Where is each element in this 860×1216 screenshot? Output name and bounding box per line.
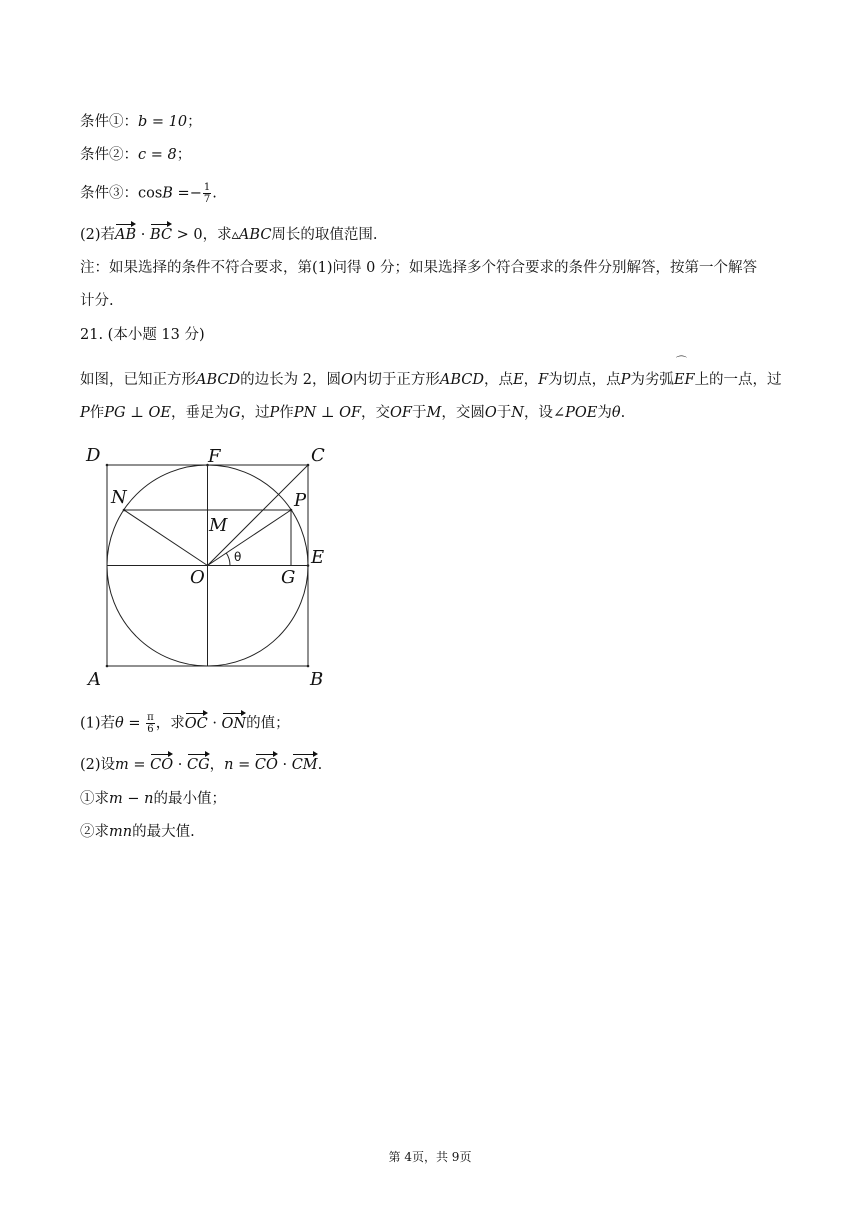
- angle-theta-arc: [226, 553, 230, 566]
- label-o: O: [190, 567, 205, 588]
- question-2: (2)设m = CO · CG，n = CO · CM.: [80, 757, 323, 773]
- label-a: A: [88, 669, 101, 690]
- condition-3: 条件③：cosB =− $\frac{1}{7}$ .: [80, 182, 217, 205]
- line-on: [124, 510, 208, 566]
- point-p: [290, 509, 293, 512]
- question-21-text-line-1: 如图，已知正方形ABCD的边长为 2，圆O内切于正方形ABCD，点E，F为切点，点P为劣弧⌒ EF上的一点，过: [80, 370, 782, 390]
- point-n: [123, 509, 126, 512]
- point-b: [307, 665, 310, 668]
- condition-2: 条件②：c = 8；: [80, 147, 192, 163]
- question-1: (1)若θ = $\frac{\pi}{6}$ ，求OC · ON的值；: [80, 712, 290, 735]
- label-e: E: [311, 547, 325, 568]
- fraction-pi-6: $\frac{\pi}{6}$: [147, 712, 154, 735]
- part-2-question: (2)若AB · BC > 0，求▵ABC周长的取值范围.: [80, 227, 378, 243]
- point-a: [106, 665, 109, 668]
- fraction-1-7: $\frac{1}{7}$: [203, 182, 211, 205]
- question-2a: ①求m − n的最小值；: [80, 791, 226, 807]
- geometry-figure: [80, 440, 340, 695]
- label-b: B: [310, 669, 324, 690]
- point-e: [307, 564, 310, 567]
- question-21-heading: 21. (本小题 13 分): [80, 327, 205, 343]
- point-c: [307, 464, 310, 467]
- label-c: C: [311, 445, 325, 466]
- page-footer: 第 4页，共 9页: [388, 1150, 472, 1164]
- note-line-2: 计分.: [80, 293, 114, 309]
- question-21-text-line-2: P作PG ⊥ OE，垂足为G，过P作PN ⊥ OF，交OF于M，交圆O于N，设∠POE为θ.: [80, 405, 626, 421]
- point-d: [106, 464, 109, 467]
- condition-1: 条件①：b = 10；: [80, 114, 202, 130]
- label-d: D: [86, 445, 101, 466]
- label-m: M: [209, 515, 228, 536]
- note-line-1: 注：如果选择的条件不符合要求，第(1)问得 0 分；如果选择多个符合要求的条件分别解答，按第一个解答: [80, 260, 757, 276]
- label-p: P: [294, 490, 307, 511]
- question-2b: ②求mn的最大值.: [80, 824, 195, 840]
- label-g: G: [281, 567, 296, 588]
- label-theta: θ: [234, 550, 242, 564]
- label-f: F: [208, 446, 221, 467]
- label-n: N: [111, 487, 127, 508]
